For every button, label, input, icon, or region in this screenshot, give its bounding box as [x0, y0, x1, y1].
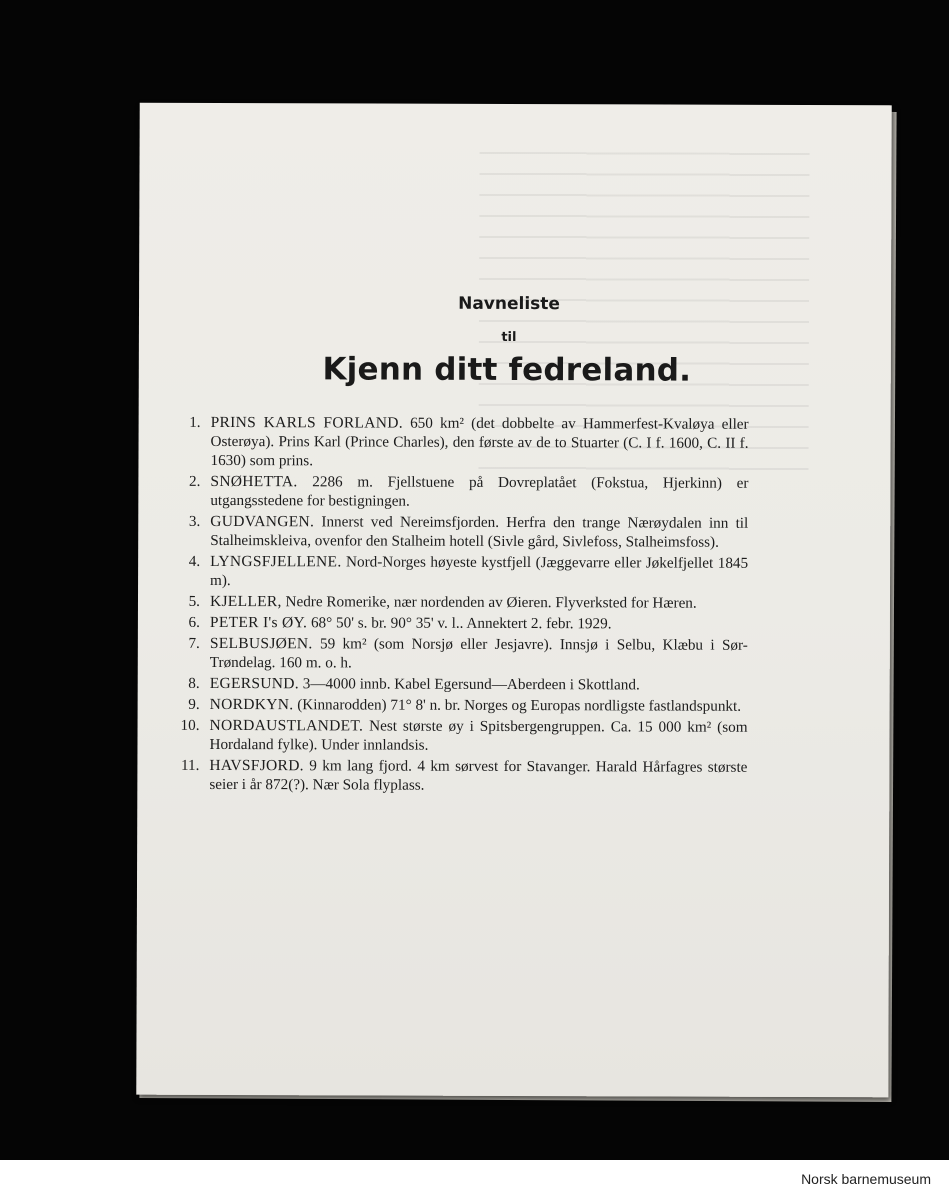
list-item — [158, 634, 748, 674]
list-item — [158, 472, 748, 512]
entry-text: Nedre Romerike, nær nordenden av Øieren. Flyverksted for Hæren. — [285, 593, 697, 612]
list-item — [157, 756, 747, 796]
list-item — [158, 413, 748, 472]
entry-name: KJELLER, — [209, 592, 282, 611]
entry-number: 3. — [188, 512, 201, 530]
entry-text: 2286 m. Fjellstuene på Dovreplatået (Fokstua, Hjerkinn) er utgangsstedene for bestigningen. — [210, 473, 749, 510]
entry-text: Nord-Norges høyeste kystfjell (Jæggevarre eller Jøkelfjellet 1845 m). — [210, 553, 749, 590]
watermark-label: Norsk barnemuseum — [801, 1171, 931, 1187]
list-item — [158, 613, 748, 634]
entry-number: 1. — [189, 413, 201, 431]
page-subheading: til — [501, 329, 517, 346]
entry-number: 5. — [188, 592, 201, 610]
entry-name: NORDKYN. — [209, 695, 294, 714]
entry-name: PRINS KARLS FORLAND. — [210, 413, 403, 432]
watermark-bar — [0, 1160, 949, 1200]
list-item — [158, 512, 748, 552]
entry-name: NORDAUSTLANDET. — [209, 716, 364, 735]
entry-name: GUDVANGEN. — [210, 512, 315, 531]
list-item — [158, 592, 748, 613]
entry-number: 7. — [188, 634, 200, 652]
entry-text: (Kinnarodden) 71° 8' n. br. Norges og Europas nordligste fastlandspunkt. — [297, 696, 742, 715]
page-title: Kjenn ditt fedreland. — [322, 351, 692, 389]
entry-number: 9. — [188, 695, 200, 713]
entry-name: PETER I's ØY. — [209, 613, 308, 632]
list-item — [158, 695, 748, 716]
entry-number: 11. — [180, 756, 200, 774]
entry-number: 4. — [188, 552, 201, 570]
entry-text: Innerst ved Nereimsfjorden. Herfra den trange Nærøydalen inn til Stalheimskleiva, ovenfor den Stalheim hotell (Sivle gård, Sivlefoss, Stalheimsfoss). — [210, 513, 749, 551]
entry-number: 8. — [188, 674, 200, 692]
list-item — [158, 552, 748, 592]
entry-number: 2. — [188, 472, 201, 490]
entry-text: 9 km lang fjord. 4 km sørvest for Stavanger. Harald Hårfagres største seier i år 872(?). Nær Sola flyplass. — [209, 757, 748, 794]
list-item — [157, 716, 747, 756]
entry-name: EGERSUND. — [209, 674, 299, 693]
list-item — [158, 674, 748, 695]
entry-number: 10. — [180, 716, 200, 734]
page-heading: Navneliste — [458, 293, 560, 315]
entry-number: 6. — [188, 613, 200, 631]
entry-list — [157, 413, 748, 798]
entry-text: 68° 50' s. br. 90° 35' v. l.. Annektert 2. febr. 1929. — [310, 614, 612, 633]
entry-text: 3—4000 innb. Kabel Egersund—Aberdeen i Skottland. — [302, 675, 640, 694]
entry-name: LYNGSFJELLENE. — [210, 552, 342, 571]
entry-text: Nest største øy i Spitsbergengruppen. Ca. 15 000 km² (som Hordaland fylke). Under innlandsis. — [209, 717, 748, 754]
entry-name: HAVSFJORD. — [209, 756, 304, 775]
entry-text: 650 km² (det dobbelte av Hammerfest-Kvaløya eller Osterøya). Prins Karl (Prince Charles), den første av de to Stuarter (C. I f. 1600, C. II f. 1630) som prins. — [210, 414, 749, 470]
entry-text: 59 km² (som Norsjø eller Jesjavre). Innsjø i Selbu, Klæbu i Sør-Trøndelag. 160 m. o. h. — [209, 635, 748, 672]
entry-name: SELBUSJØEN. — [209, 634, 313, 653]
entry-name: SNØHETTA. — [210, 472, 298, 491]
document-page — [136, 103, 891, 1098]
